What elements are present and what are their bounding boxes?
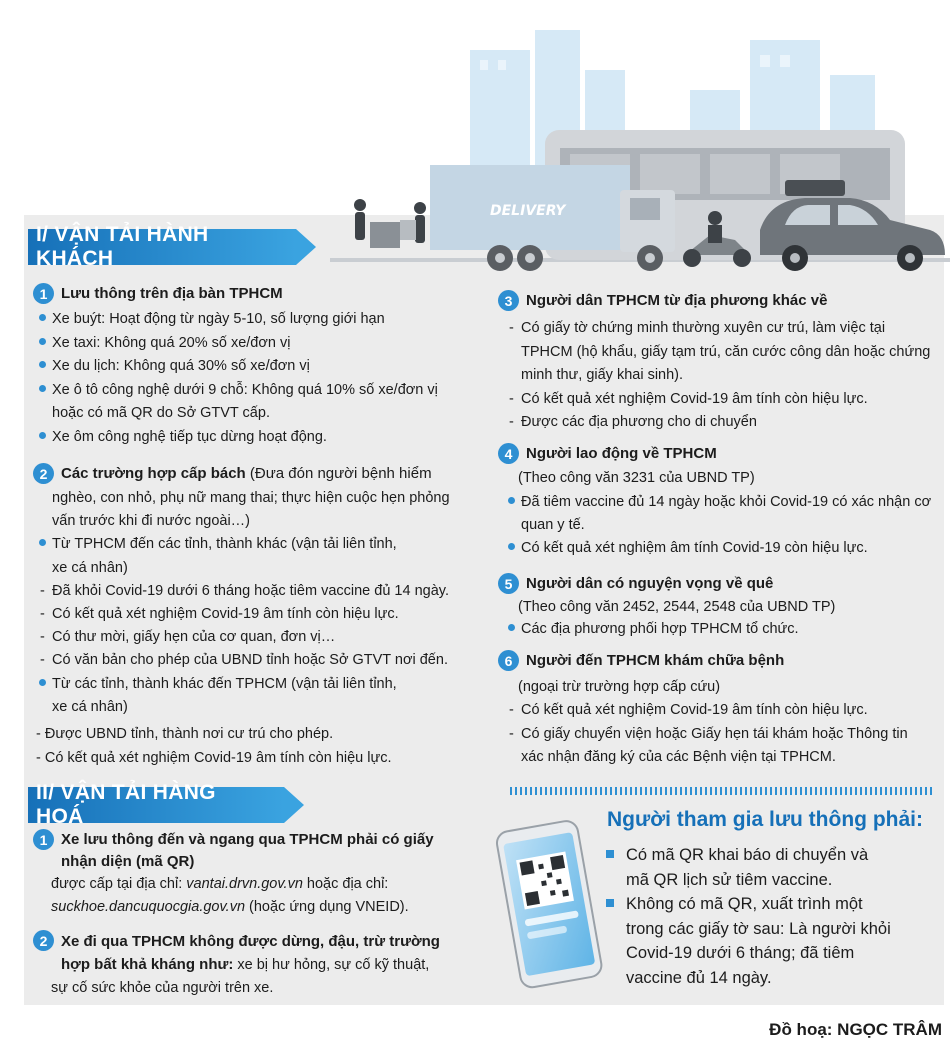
list-item: Từ các tỉnh, thành khác đến TPHCM (vận tải liên tỉnh, (36, 673, 450, 696)
list-item: xe cá nhân) (52, 559, 128, 576)
list-item: TPHCM (hộ khẩu, giấy tạm trú, căn cước công dân hoặc chứng (521, 343, 931, 360)
list-item: Có kết quả xét nghiệm âm tính Covid-19 còn hiệu lực. (505, 537, 931, 560)
item-lines-2 (36, 487, 450, 719)
list-item: Xe du lịch: Không quá 30% số xe/đơn vị (36, 355, 438, 379)
list-item: vấn trước khi đi nước ngoài…) (52, 513, 251, 530)
section-header-cargo (28, 781, 284, 828)
list-item: nghèo, con nhỏ, phụ nữ mang thai; thực hiện cuộc hẹn phỏng (52, 490, 450, 506)
list-item: Đã tiêm vaccine đủ 14 ngày hoặc khỏi Covid-19 có xác nhận cơ (505, 491, 931, 514)
list-item: - Có giấy tờ chứng minh thường xuyên cư trú, làm việc tại (505, 317, 930, 341)
list-item: hoặc có mã QR do Sở GTVT cấp. (52, 405, 270, 421)
item-4-note: (Theo công văn 3231 của UBND TP) (518, 470, 755, 486)
graphic-credit: Đồ hoạ: NGỌC TRÂM (769, 1020, 942, 1039)
participants-title: Người tham gia lưu thông phải: (607, 808, 923, 831)
item-title-1 (33, 283, 283, 305)
item-title-5 (498, 573, 773, 595)
cargo-title-line-1: Xe lưu thông đến và ngang qua TPHCM phải có giấy (61, 831, 434, 848)
item-2-tail (36, 722, 391, 770)
list-item: - Có kết quả xét nghiệm Covid-19 âm tính còn hiệu lực. (505, 388, 930, 412)
item-title-2 (33, 463, 432, 485)
section-header-text: II/ VẬN TẢI HÀNG HOÁ (36, 781, 216, 828)
list-item: Xe ô tô công nghệ dưới 9 chỗ: Không quá 10% số xe/đơn vị (36, 379, 438, 403)
svg-text:DELIVERY: DELIVERY (490, 203, 566, 219)
item-title-6 (498, 650, 784, 672)
item-lines-3 (505, 317, 930, 435)
list-item: Xe buýt: Hoạt động từ ngày 5-10, số lượng giới hạn (36, 308, 438, 332)
list-item: - Có kết quả xét nghiệm Covid-19 âm tính còn hiệu lực. (36, 603, 450, 626)
list-item: Các địa phương phối hợp TPHCM tổ chức. (505, 618, 799, 642)
number-badge: 5 (498, 573, 519, 594)
item-title-text: Lưu thông trên địa bàn TPHCM (61, 285, 283, 302)
list-item: - Được các địa phương cho di chuyển (505, 411, 930, 435)
number-badge: 2 (33, 463, 54, 484)
number-badge: 2 (33, 930, 54, 951)
cargo-item-title-2 (33, 930, 440, 977)
cargo-title-line-2: nhận diện (mã QR) (61, 853, 195, 870)
section-header-text: I/ VẬN TẢI HÀNH KHÁCH (36, 223, 209, 270)
list-item: Xe taxi: Không quá 20% số xe/đơn vị (36, 332, 438, 356)
item-title-rest: (Đưa đón người bệnh hiểm (245, 465, 432, 482)
list-item: - Có văn bản cho phép của UBND tỉnh hoặc Sở GTVT nơi đến. (36, 649, 450, 672)
item-lines-6 (505, 699, 908, 770)
workers-shape (354, 199, 426, 248)
list-item: xác nhận đăng ký của các Bệnh viện tại TPHCM. (521, 749, 836, 765)
item-title-text: Người dân có nguyện vọng về quê (526, 575, 774, 592)
item-lines-4 (505, 491, 931, 560)
item-title-text: Người lao động về TPHCM (526, 445, 717, 462)
list-item: Có mã QR khai báo di chuyển và (604, 843, 891, 868)
number-badge: 3 (498, 290, 519, 311)
item-lines-5 (505, 618, 799, 642)
item-title-text: Các trường hợp cấp bách (61, 465, 246, 482)
list-item: mã QR lịch sử tiêm vaccine. (626, 870, 833, 889)
link-vantai[interactable]: vantai.drvn.gov.vn (186, 876, 303, 892)
item-lines-1 (36, 308, 438, 449)
list-item: - Có kết quả xét nghiệm Covid-19 âm tính còn hiệu lực. (36, 750, 392, 766)
cargo-title-line-2: hợp bất khả kháng như: (61, 956, 234, 973)
list-item: trong các giấy tờ sau: Là người khỏi (626, 919, 891, 938)
dotted-divider (510, 787, 935, 795)
cargo-title-line-1: Xe đi qua TPHCM không được dừng, đậu, trừ trường (61, 933, 440, 950)
list-item: - Có thư mời, giấy hẹn của cơ quan, đơn vị… (36, 626, 450, 649)
list-item: minh thư, giấy khai sinh). (521, 367, 684, 383)
list-item: - Có kết quả xét nghiệm Covid-19 âm tính còn hiệu lực. (505, 699, 908, 723)
cargo-item-2-body: sự cố sức khỏe của người trên xe. (51, 980, 274, 996)
participants-lines (604, 843, 891, 990)
item-title-4 (498, 443, 717, 465)
phone-qr-illustration (490, 815, 610, 990)
list-item: Từ TPHCM đến các tỉnh, thành khác (vận tải liên tỉnh, (36, 533, 450, 556)
item-title-text: Người đến TPHCM khám chữa bệnh (526, 652, 785, 669)
item-title-text: Người dân TPHCM từ địa phương khác về (526, 292, 828, 309)
number-badge: 4 (498, 443, 519, 464)
section-header-passenger (28, 223, 296, 270)
transport-illustration (330, 30, 950, 280)
list-item: - Đã khỏi Covid-19 dưới 6 tháng hoặc tiêm vaccine đủ 14 ngày. (36, 580, 450, 603)
list-item: xe cá nhân) (52, 698, 128, 715)
number-badge: 6 (498, 650, 519, 671)
list-item: quan y tế. (521, 517, 585, 533)
item-5-note: (Theo công văn 2452, 2544, 2548 của UBND TP) (518, 599, 836, 615)
list-item: vaccine đủ 14 ngày. (626, 968, 772, 987)
number-badge: 1 (33, 283, 54, 304)
item-title-3 (498, 290, 827, 312)
cargo-item-title-1 (33, 829, 434, 873)
cargo-item-1-body: được cấp tại địa chỉ: vantai.drvn.gov.vn hoặc địa chỉ: suckhoe.dancuquocgia.gov.vn (hoặc ứng dụng VNEID). (51, 876, 409, 915)
list-item: Covid-19 dưới 6 tháng; đã tiêm (626, 944, 855, 962)
link-suckhoe[interactable]: suckhoe.dancuquocgia.gov.vn (51, 899, 246, 915)
list-item: Không có mã QR, xuất trình một (604, 892, 891, 917)
list-item: - Được UBND tỉnh, thành nơi cư trú cho phép. (36, 726, 334, 742)
list-item: - Có giấy chuyển viện hoặc Giấy hẹn tái khám hoặc Thông tin (505, 723, 908, 747)
item-6-note: (ngoại trừ trường hợp cấp cứu) (518, 679, 721, 695)
list-item: Xe ôm công nghệ tiếp tục dừng hoạt động. (36, 426, 438, 450)
cargo-title-rest: xe bị hư hỏng, sự cố kỹ thuật, (233, 957, 430, 973)
number-badge: 1 (33, 829, 54, 850)
